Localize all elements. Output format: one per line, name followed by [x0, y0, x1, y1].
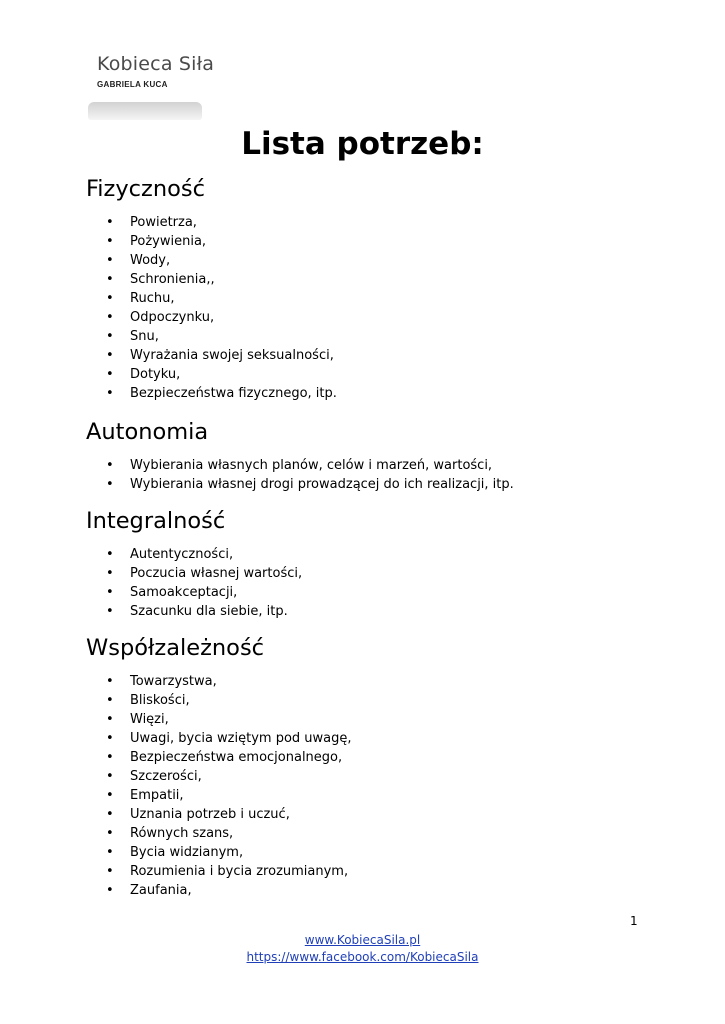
list-item — [86, 456, 686, 475]
list-item-text: Odpoczynku, — [130, 310, 215, 325]
bullet-icon: • — [106, 769, 114, 784]
bullet-icon: • — [106, 477, 114, 492]
list-item-text: Bezpieczeństwa emocjonalnego, — [130, 750, 343, 765]
list-item — [86, 602, 686, 621]
list-item-text: Wybierania własnej drogi prowadzącej do ich realizacji, itp. — [130, 477, 514, 492]
bullet-icon: • — [106, 547, 114, 562]
needs-list — [86, 456, 686, 494]
list-item-text: Samoakceptacji, — [130, 585, 238, 600]
needs-list — [86, 672, 686, 900]
bullet-icon: • — [106, 367, 114, 382]
list-item-text: Wody, — [130, 253, 171, 268]
list-item-text: Szczerości, — [130, 769, 202, 784]
needs-list — [86, 545, 686, 621]
bullet-icon: • — [106, 826, 114, 841]
list-item-text: Bliskości, — [130, 693, 190, 708]
section-wspolzaleznosc — [86, 634, 686, 900]
bullet-icon: • — [106, 712, 114, 727]
list-item — [86, 748, 686, 767]
needs-list — [86, 213, 686, 403]
bullet-icon: • — [106, 788, 114, 803]
list-item — [86, 289, 686, 308]
bullet-icon: • — [106, 566, 114, 581]
list-item — [86, 270, 686, 289]
list-item — [86, 327, 686, 346]
list-item-text: Wybierania własnych planów, celów i marzeń, wartości, — [130, 458, 493, 473]
list-item-text: Zaufania, — [130, 883, 192, 898]
bullet-icon: • — [106, 215, 114, 230]
list-item-text: Empatii, — [130, 788, 184, 803]
list-item — [86, 786, 686, 805]
bullet-icon: • — [106, 750, 114, 765]
page-number: 1 — [630, 914, 638, 928]
bullet-icon: • — [106, 585, 114, 600]
list-item — [86, 729, 686, 748]
list-item — [86, 767, 686, 786]
bullet-icon: • — [106, 458, 114, 473]
list-item-text: Wyrażania swojej seksualności, — [130, 348, 334, 363]
list-item-text: Dotyku, — [130, 367, 181, 382]
list-item-text: Uznania potrzeb i uczuć, — [130, 807, 290, 822]
bullet-icon: • — [106, 386, 114, 401]
bullet-icon: • — [106, 310, 114, 325]
list-item — [86, 843, 686, 862]
section-integralnosc — [86, 507, 686, 621]
section-heading: Fizyczność — [86, 176, 205, 202]
list-item-text: Równych szans, — [130, 826, 234, 841]
logo-subtitle: GABRIELA KUCA — [97, 80, 168, 89]
list-item-text: Uwagi, bycia wziętym pod uwagę, — [130, 731, 352, 746]
brand-logo — [86, 50, 215, 124]
list-item-text: Szacunku dla siebie, itp. — [130, 604, 288, 619]
section-heading: Współzależność — [86, 635, 265, 661]
section-heading: Integralność — [86, 508, 226, 534]
bullet-icon: • — [106, 845, 114, 860]
list-item — [86, 545, 686, 564]
bullet-icon: • — [106, 883, 114, 898]
bullet-icon: • — [106, 234, 114, 249]
website-link[interactable]: www.KobiecaSila.pl — [304, 933, 421, 947]
list-item — [86, 365, 686, 384]
list-item-text: Rozumienia i bycia zrozumianym, — [130, 864, 349, 879]
list-item-text: Powietrza, — [130, 215, 197, 230]
list-item — [86, 346, 686, 365]
list-item-text: Pożywienia, — [130, 234, 207, 249]
facebook-link[interactable]: https://www.facebook.com/KobiecaSila — [246, 950, 479, 964]
logo-title: Kobieca Siła — [97, 53, 215, 75]
list-item — [86, 251, 686, 270]
page-title: Lista potrzeb: — [241, 126, 484, 162]
bullet-icon: • — [106, 693, 114, 708]
list-item — [86, 881, 686, 900]
list-item-text: Towarzystwa, — [130, 674, 217, 689]
list-item-text: Bycia widzianym, — [130, 845, 244, 860]
list-item — [86, 862, 686, 881]
list-item-text: Snu, — [130, 329, 159, 344]
list-item-text: Więzi, — [130, 712, 169, 727]
list-item-text: Autentyczności, — [130, 547, 234, 562]
list-item-text: Ruchu, — [130, 291, 175, 306]
bullet-icon: • — [106, 291, 114, 306]
list-item — [86, 232, 686, 251]
bullet-icon: • — [106, 253, 114, 268]
bullet-icon: • — [106, 604, 114, 619]
bullet-icon: • — [106, 731, 114, 746]
bullet-icon: • — [106, 272, 114, 287]
list-item — [86, 384, 686, 403]
section-fizycznosc — [86, 175, 686, 403]
list-item-text: Bezpieczeństwa fizycznego, itp. — [130, 386, 337, 401]
list-item — [86, 564, 686, 583]
bullet-icon: • — [106, 864, 114, 879]
bullet-icon: • — [106, 329, 114, 344]
section-heading: Autonomia — [86, 419, 209, 445]
bullet-icon: • — [106, 807, 114, 822]
bullet-icon: • — [106, 674, 114, 689]
list-item-text: Poczucia własnej wartości, — [130, 566, 303, 581]
list-item — [86, 308, 686, 327]
section-autonomia — [86, 418, 686, 494]
list-item — [86, 672, 686, 691]
list-item-text: Schronienia,, — [130, 272, 215, 287]
list-item — [86, 805, 686, 824]
list-item — [86, 583, 686, 602]
list-item — [86, 475, 686, 494]
list-item — [86, 710, 686, 729]
list-item — [86, 691, 686, 710]
list-item — [86, 824, 686, 843]
bullet-icon: • — [106, 348, 114, 363]
list-item — [86, 213, 686, 232]
logo-decorative-bar — [88, 102, 202, 120]
